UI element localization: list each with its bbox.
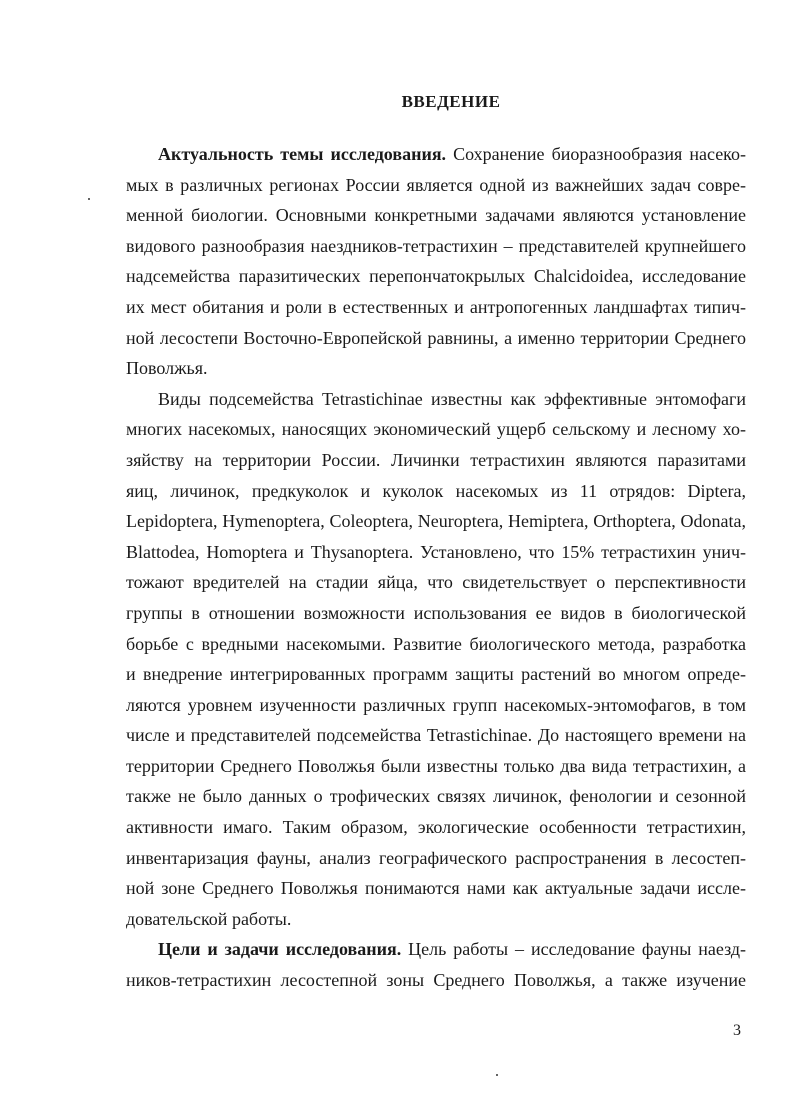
text-line: и внедрение интегрированных программ защиты растений во многом опреде- xyxy=(126,664,746,685)
page-title: ВВЕДЕНИЕ xyxy=(401,92,501,111)
text-line: Blattodea, Homoptera и Thysanoptera. Установлено, что 15% тетрастихин унич- xyxy=(126,541,746,562)
text-line: также не было данных о трофических связях личинок, фенологии и сезонной xyxy=(126,786,746,807)
text-run: Сохранение биоразнообразия насеко- xyxy=(446,144,746,164)
text-line: борьбе с вредными насекомыми. Развитие биологического метода, разработка xyxy=(126,633,746,654)
text-line: довательской работы. xyxy=(126,908,292,929)
text-line: группы в отношении возможности использования ее видов в биологической xyxy=(126,602,746,623)
paragraph-tetrastichinae xyxy=(126,384,746,935)
body-text xyxy=(126,139,746,996)
text-line: яиц, личинок, предкуколок и куколок насекомых из 11 отрядов: Diptera, xyxy=(126,480,746,501)
paragraph-relevance xyxy=(126,139,746,384)
text-line: числе и представителей подсемейства Tetrastichinae. До настоящего времени на xyxy=(126,725,746,746)
text-line: тожают вредителей на стадии яйца, что свидетельствует о перспективности xyxy=(126,572,746,593)
text-line: многих насекомых, наносящих экономический ущерб сельскому и лесному хо- xyxy=(126,419,746,440)
section-heading-goals: Цели и задачи исследования. xyxy=(158,939,402,960)
text-line: Виды подсемейства Tetrastichinae известны как эффективные энтомофаги xyxy=(158,388,746,409)
text-line xyxy=(126,934,746,965)
text-line: ной лесостепи Восточно-Европейской равнины, а именно территории Среднего xyxy=(126,327,746,348)
text-line: ляются уровнем изученности различных групп насекомых-энтомофагов, в том xyxy=(126,694,746,715)
scan-speck xyxy=(88,198,90,200)
text-run: Цель работы – исследование фауны наезд- xyxy=(401,939,746,960)
section-heading-relevance: Актуальность темы исследования. xyxy=(158,144,447,164)
text-line: ников-тетрастихин лесостепной зоны Среднего Поволжья, а также изучение xyxy=(126,970,746,991)
text-line: активности имаго. Таким образом, экологические особенности тетрастихин, xyxy=(126,817,746,838)
text-line: Поволжья. xyxy=(126,358,208,379)
text-line: инвентаризация фауны, анализ географического распространения в лесостеп- xyxy=(126,847,746,868)
text-line: территории Среднего Поволжья были известны только два вида тетрастихин, а xyxy=(126,755,746,776)
text-line: видового разнообразия наездников-тетрастихин – представителей крупнейшего xyxy=(126,235,746,256)
text-line: Lepidoptera, Hymenoptera, Coleoptera, Neuroptera, Hemiptera, Orthoptera, Odonata, xyxy=(126,511,746,532)
text-line: их мест обитания и роли в естественных и антропогенных ландшафтах типич- xyxy=(126,296,746,317)
text-line xyxy=(126,139,746,170)
paragraph-goals xyxy=(126,934,746,995)
scan-speck xyxy=(496,1074,498,1076)
page-number: 3 xyxy=(733,1022,741,1039)
text-line: ной зоне Среднего Поволжья понимаются нами как актуальные задачи иссле- xyxy=(126,878,746,899)
text-line: зяйству на территории России. Личинки тетрастихин являются паразитами xyxy=(126,449,746,470)
text-line: мых в различных регионах России является одной из важнейших задач совре- xyxy=(126,174,746,195)
text-line: менной биологии. Основными конкретными задачами являются установление xyxy=(126,205,746,226)
text-line: надсемейства паразитических перепончатокрылых Chalcidoidea, исследование xyxy=(126,266,746,287)
